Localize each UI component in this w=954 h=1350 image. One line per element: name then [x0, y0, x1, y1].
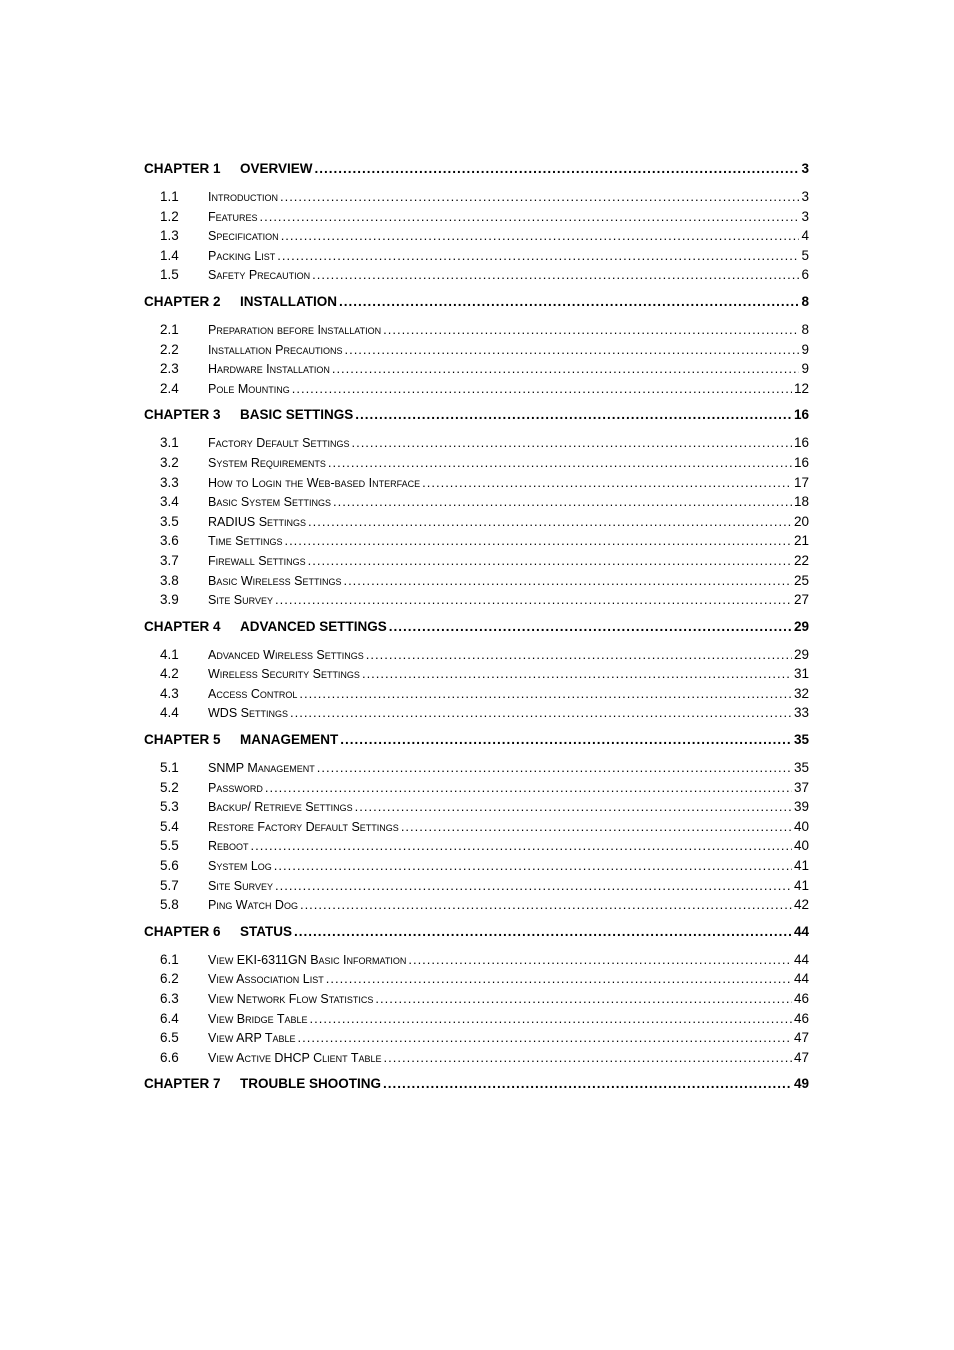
chapter-title: INSTALLATION	[240, 293, 337, 309]
toc-section-line[interactable]	[144, 836, 809, 856]
dot-leader	[401, 817, 792, 837]
dot-leader	[274, 856, 792, 876]
section-page-number: 32	[793, 685, 809, 701]
section-page-number: 22	[793, 552, 809, 568]
section-number: 3.2	[160, 454, 179, 470]
section-title: Time Settings	[208, 534, 283, 549]
chapter-title: BASIC SETTINGS	[240, 407, 354, 423]
section-page-number: 35	[793, 760, 809, 776]
toc-section-line[interactable]	[144, 265, 809, 285]
dot-leader	[277, 246, 799, 266]
toc-section-line[interactable]	[144, 512, 809, 532]
dot-leader	[333, 492, 792, 512]
section-number: 4.4	[160, 705, 179, 721]
section-page-number: 27	[793, 592, 809, 608]
toc-section-line[interactable]	[144, 320, 809, 340]
dot-leader	[251, 836, 792, 856]
section-title: Preparation before Installation	[208, 322, 382, 337]
section-number: 4.1	[160, 646, 179, 662]
toc-chapter-line[interactable]	[144, 287, 809, 316]
section-number: 6.6	[160, 1049, 179, 1065]
section-page-number: 39	[793, 799, 809, 815]
section-page-number: 21	[793, 533, 809, 549]
section-title: Specification	[208, 229, 279, 244]
chapter-page-number: 8	[801, 293, 809, 309]
section-page-number: 16	[793, 435, 809, 451]
section-number: 4.3	[160, 685, 179, 701]
dot-leader	[328, 453, 792, 473]
section-page-number: 29	[793, 646, 809, 662]
section-page-number: 25	[793, 572, 809, 588]
section-page-number: 6	[801, 267, 809, 283]
toc-section-line[interactable]	[144, 1048, 809, 1068]
section-number: 3.5	[160, 513, 179, 529]
section-number: 3.6	[160, 533, 179, 549]
section-title: View Active DHCP Client Table	[208, 1050, 382, 1065]
section-number: 2.3	[160, 361, 179, 377]
section-page-number: 8	[801, 321, 809, 337]
section-page-number: 33	[793, 705, 809, 721]
section-title: WDS Settings	[208, 706, 288, 721]
section-number: 5.3	[160, 799, 179, 815]
toc-chapter-line[interactable]	[144, 612, 809, 641]
section-title: Firewall Settings	[208, 553, 306, 568]
toc-section-line[interactable]	[144, 817, 809, 837]
section-title: Access Control	[208, 686, 298, 701]
section-page-number: 44	[793, 971, 809, 987]
section-number: 5.6	[160, 858, 179, 874]
dot-leader	[383, 320, 799, 340]
section-page-number: 4	[801, 228, 809, 244]
section-page-number: 9	[801, 341, 809, 357]
toc-section-line[interactable]	[144, 969, 809, 989]
section-number: 4.2	[160, 666, 179, 682]
section-number: 5.5	[160, 838, 179, 854]
dot-leader	[351, 433, 792, 453]
chapter-title: ADVANCED SETTINGS	[240, 618, 387, 634]
section-page-number: 17	[793, 474, 809, 490]
section-number: 6.5	[160, 1030, 179, 1046]
chapter-title: OVERVIEW	[240, 161, 313, 176]
chapter-page-number: 3	[801, 161, 809, 176]
dot-leader	[280, 187, 800, 207]
chapter-number: CHAPTER 5	[144, 732, 221, 748]
dot-leader	[315, 154, 800, 183]
section-page-number: 40	[793, 818, 809, 834]
chapter-title: MANAGEMENT	[240, 732, 339, 748]
section-number: 5.7	[160, 877, 179, 893]
toc-section-line[interactable]	[144, 531, 809, 551]
chapter-number: CHAPTER 1	[144, 161, 221, 176]
dot-leader	[389, 612, 792, 641]
toc-section-line[interactable]	[144, 226, 809, 246]
dot-leader	[308, 512, 792, 532]
section-page-number: 20	[793, 513, 809, 529]
section-page-number: 40	[793, 838, 809, 854]
section-title: Installation Precautions	[208, 342, 343, 357]
toc-section-line[interactable]	[144, 571, 809, 591]
toc-section-line[interactable]	[144, 989, 809, 1009]
toc-section-line[interactable]	[144, 664, 809, 684]
toc-chapter-line[interactable]	[144, 154, 809, 183]
toc-chapter-line[interactable]	[144, 400, 809, 429]
section-title: How to Login the Web-based Interface	[208, 475, 421, 490]
section-page-number: 42	[793, 897, 809, 913]
section-number: 2.1	[160, 321, 179, 337]
section-number: 3.9	[160, 592, 179, 608]
section-number: 3.8	[160, 572, 179, 588]
toc-section-line[interactable]	[144, 895, 809, 915]
section-title: Site Survey	[208, 593, 273, 608]
section-number: 5.2	[160, 779, 179, 795]
chapter-title: STATUS	[240, 923, 292, 939]
dot-leader	[284, 531, 792, 551]
toc-section-line[interactable]	[144, 1009, 809, 1029]
section-title: Ping Watch Dog	[208, 898, 298, 913]
section-title: Hardware Installation	[208, 362, 330, 377]
section-page-number: 46	[793, 1010, 809, 1026]
toc-section-line[interactable]	[144, 856, 809, 876]
section-number: 5.8	[160, 897, 179, 913]
section-page-number: 47	[793, 1049, 809, 1065]
section-title: View Bridge Table	[208, 1011, 308, 1026]
section-page-number: 3	[801, 189, 809, 204]
section-title: View Network Flow Statistics	[208, 992, 374, 1006]
chapter-number: CHAPTER 7	[144, 1076, 221, 1092]
section-page-number: 9	[801, 361, 809, 377]
toc-chapter-line[interactable]	[144, 917, 809, 946]
section-page-number: 18	[793, 494, 809, 510]
dot-leader	[343, 571, 792, 591]
section-title: Basic System Settings	[208, 495, 331, 510]
chapter-title: TROUBLE SHOOTING	[240, 1076, 381, 1092]
section-title: Factory Default Settings	[208, 436, 350, 451]
section-title: Advanced Wireless Settings	[208, 647, 364, 662]
section-title: Reboot	[208, 839, 249, 854]
section-number: 6.3	[160, 991, 179, 1006]
section-number: 5.1	[160, 760, 179, 776]
section-title: System Log	[208, 859, 272, 874]
dot-leader	[408, 950, 792, 970]
dot-leader	[281, 226, 800, 246]
chapter-page-number: 16	[793, 407, 809, 423]
dot-leader	[422, 473, 792, 493]
dot-leader	[275, 590, 792, 610]
section-title: View ARP Table	[208, 1031, 296, 1046]
section-title: Wireless Security Settings	[208, 667, 360, 682]
toc-chapter-line[interactable]	[144, 725, 809, 754]
toc-section-line[interactable]	[144, 359, 809, 379]
section-page-number: 41	[793, 858, 809, 874]
section-page-number: 31	[793, 666, 809, 682]
dot-leader	[312, 265, 799, 285]
dot-leader	[339, 287, 799, 316]
dot-leader	[259, 207, 799, 227]
dot-leader	[265, 778, 792, 798]
section-number: 3.1	[160, 435, 179, 451]
toc-section-line[interactable]	[144, 684, 809, 704]
toc-section-line[interactable]	[144, 473, 809, 493]
chapter-number: CHAPTER 3	[144, 407, 221, 423]
section-number: 1.5	[160, 267, 179, 283]
toc-section-line[interactable]	[144, 645, 809, 665]
section-number: 6.1	[160, 951, 179, 967]
toc-section-line[interactable]	[144, 433, 809, 453]
toc-section-line[interactable]	[144, 492, 809, 512]
section-title: Restore Factory Default Settings	[208, 819, 399, 834]
section-title: Password	[208, 780, 263, 795]
dot-leader	[340, 725, 792, 754]
dot-leader	[344, 340, 799, 360]
toc-section-line[interactable]	[144, 453, 809, 473]
dot-leader	[332, 359, 800, 379]
section-number: 3.4	[160, 494, 179, 510]
section-number: 2.4	[160, 380, 179, 396]
dot-leader	[366, 645, 792, 665]
dot-leader	[310, 1009, 792, 1029]
section-title: View EKI-6311GN Basic Information	[208, 952, 407, 967]
dot-leader	[326, 969, 792, 989]
section-title: Features	[208, 209, 258, 224]
section-number: 1.1	[160, 189, 179, 204]
section-title: Introduction	[208, 190, 278, 204]
toc-section-line[interactable]	[144, 207, 809, 227]
section-page-number: 46	[793, 991, 809, 1006]
chapter-number: CHAPTER 6	[144, 923, 221, 939]
toc-chapter-line[interactable]	[144, 1069, 809, 1098]
section-page-number: 47	[793, 1030, 809, 1046]
section-page-number: 12	[793, 380, 809, 396]
chapter-page-number: 49	[793, 1076, 809, 1092]
dot-leader	[300, 895, 792, 915]
section-page-number: 44	[793, 951, 809, 967]
dot-leader	[290, 703, 792, 723]
section-page-number: 41	[793, 877, 809, 893]
section-number: 1.2	[160, 208, 179, 224]
section-number: 5.4	[160, 818, 179, 834]
section-title: Basic Wireless Settings	[208, 573, 342, 588]
chapter-number: CHAPTER 2	[144, 293, 221, 309]
dot-leader	[299, 684, 792, 704]
dot-leader	[355, 400, 792, 429]
toc-section-line[interactable]	[144, 797, 809, 817]
section-number: 3.7	[160, 552, 179, 568]
section-number: 6.4	[160, 1010, 179, 1026]
dot-leader	[294, 917, 792, 946]
section-page-number: 5	[801, 247, 809, 263]
dot-leader	[362, 664, 792, 684]
section-title: Safety Precaution	[208, 268, 311, 283]
section-number: 3.3	[160, 474, 179, 490]
toc-section-line[interactable]	[144, 246, 809, 266]
toc-section-line[interactable]	[144, 703, 809, 723]
chapter-page-number: 29	[793, 618, 809, 634]
section-title: Site Survey	[208, 878, 273, 893]
chapter-page-number: 35	[793, 732, 809, 748]
toc-section-line[interactable]	[144, 1028, 809, 1048]
dot-leader	[275, 876, 792, 896]
section-page-number: 16	[793, 454, 809, 470]
section-page-number: 3	[801, 208, 809, 224]
section-title: System Requirements	[208, 455, 326, 470]
dot-leader	[292, 379, 792, 399]
section-title: Packing List	[208, 248, 276, 263]
dot-leader	[384, 1048, 792, 1068]
toc-section-line[interactable]	[144, 340, 809, 360]
section-number: 1.4	[160, 247, 179, 263]
toc-section-line[interactable]	[144, 187, 809, 207]
dot-leader	[308, 551, 792, 571]
section-number: 1.3	[160, 228, 179, 244]
dot-leader	[383, 1069, 792, 1098]
section-title: Backup/ Retrieve Settings	[208, 800, 353, 815]
toc-section-line[interactable]	[144, 876, 809, 896]
dot-leader	[317, 758, 792, 778]
toc-section-line[interactable]	[144, 950, 809, 970]
toc-section-line[interactable]	[144, 778, 809, 798]
section-title: SNMP Management	[208, 761, 315, 776]
toc-section-line[interactable]	[144, 590, 809, 610]
toc-section-line[interactable]	[144, 551, 809, 571]
section-title: Pole Mounting	[208, 381, 290, 396]
table-of-contents	[144, 154, 809, 1098]
section-title: View Association List	[208, 972, 324, 987]
toc-section-line[interactable]	[144, 758, 809, 778]
dot-leader	[355, 797, 792, 817]
section-number: 2.2	[160, 341, 179, 357]
chapter-page-number: 44	[793, 923, 809, 939]
chapter-number: CHAPTER 4	[144, 618, 221, 634]
dot-leader	[375, 989, 792, 1009]
dot-leader	[298, 1028, 792, 1048]
section-number: 6.2	[160, 971, 179, 987]
toc-section-line[interactable]	[144, 379, 809, 399]
section-page-number: 37	[793, 779, 809, 795]
section-title: RADIUS Settings	[208, 514, 307, 529]
